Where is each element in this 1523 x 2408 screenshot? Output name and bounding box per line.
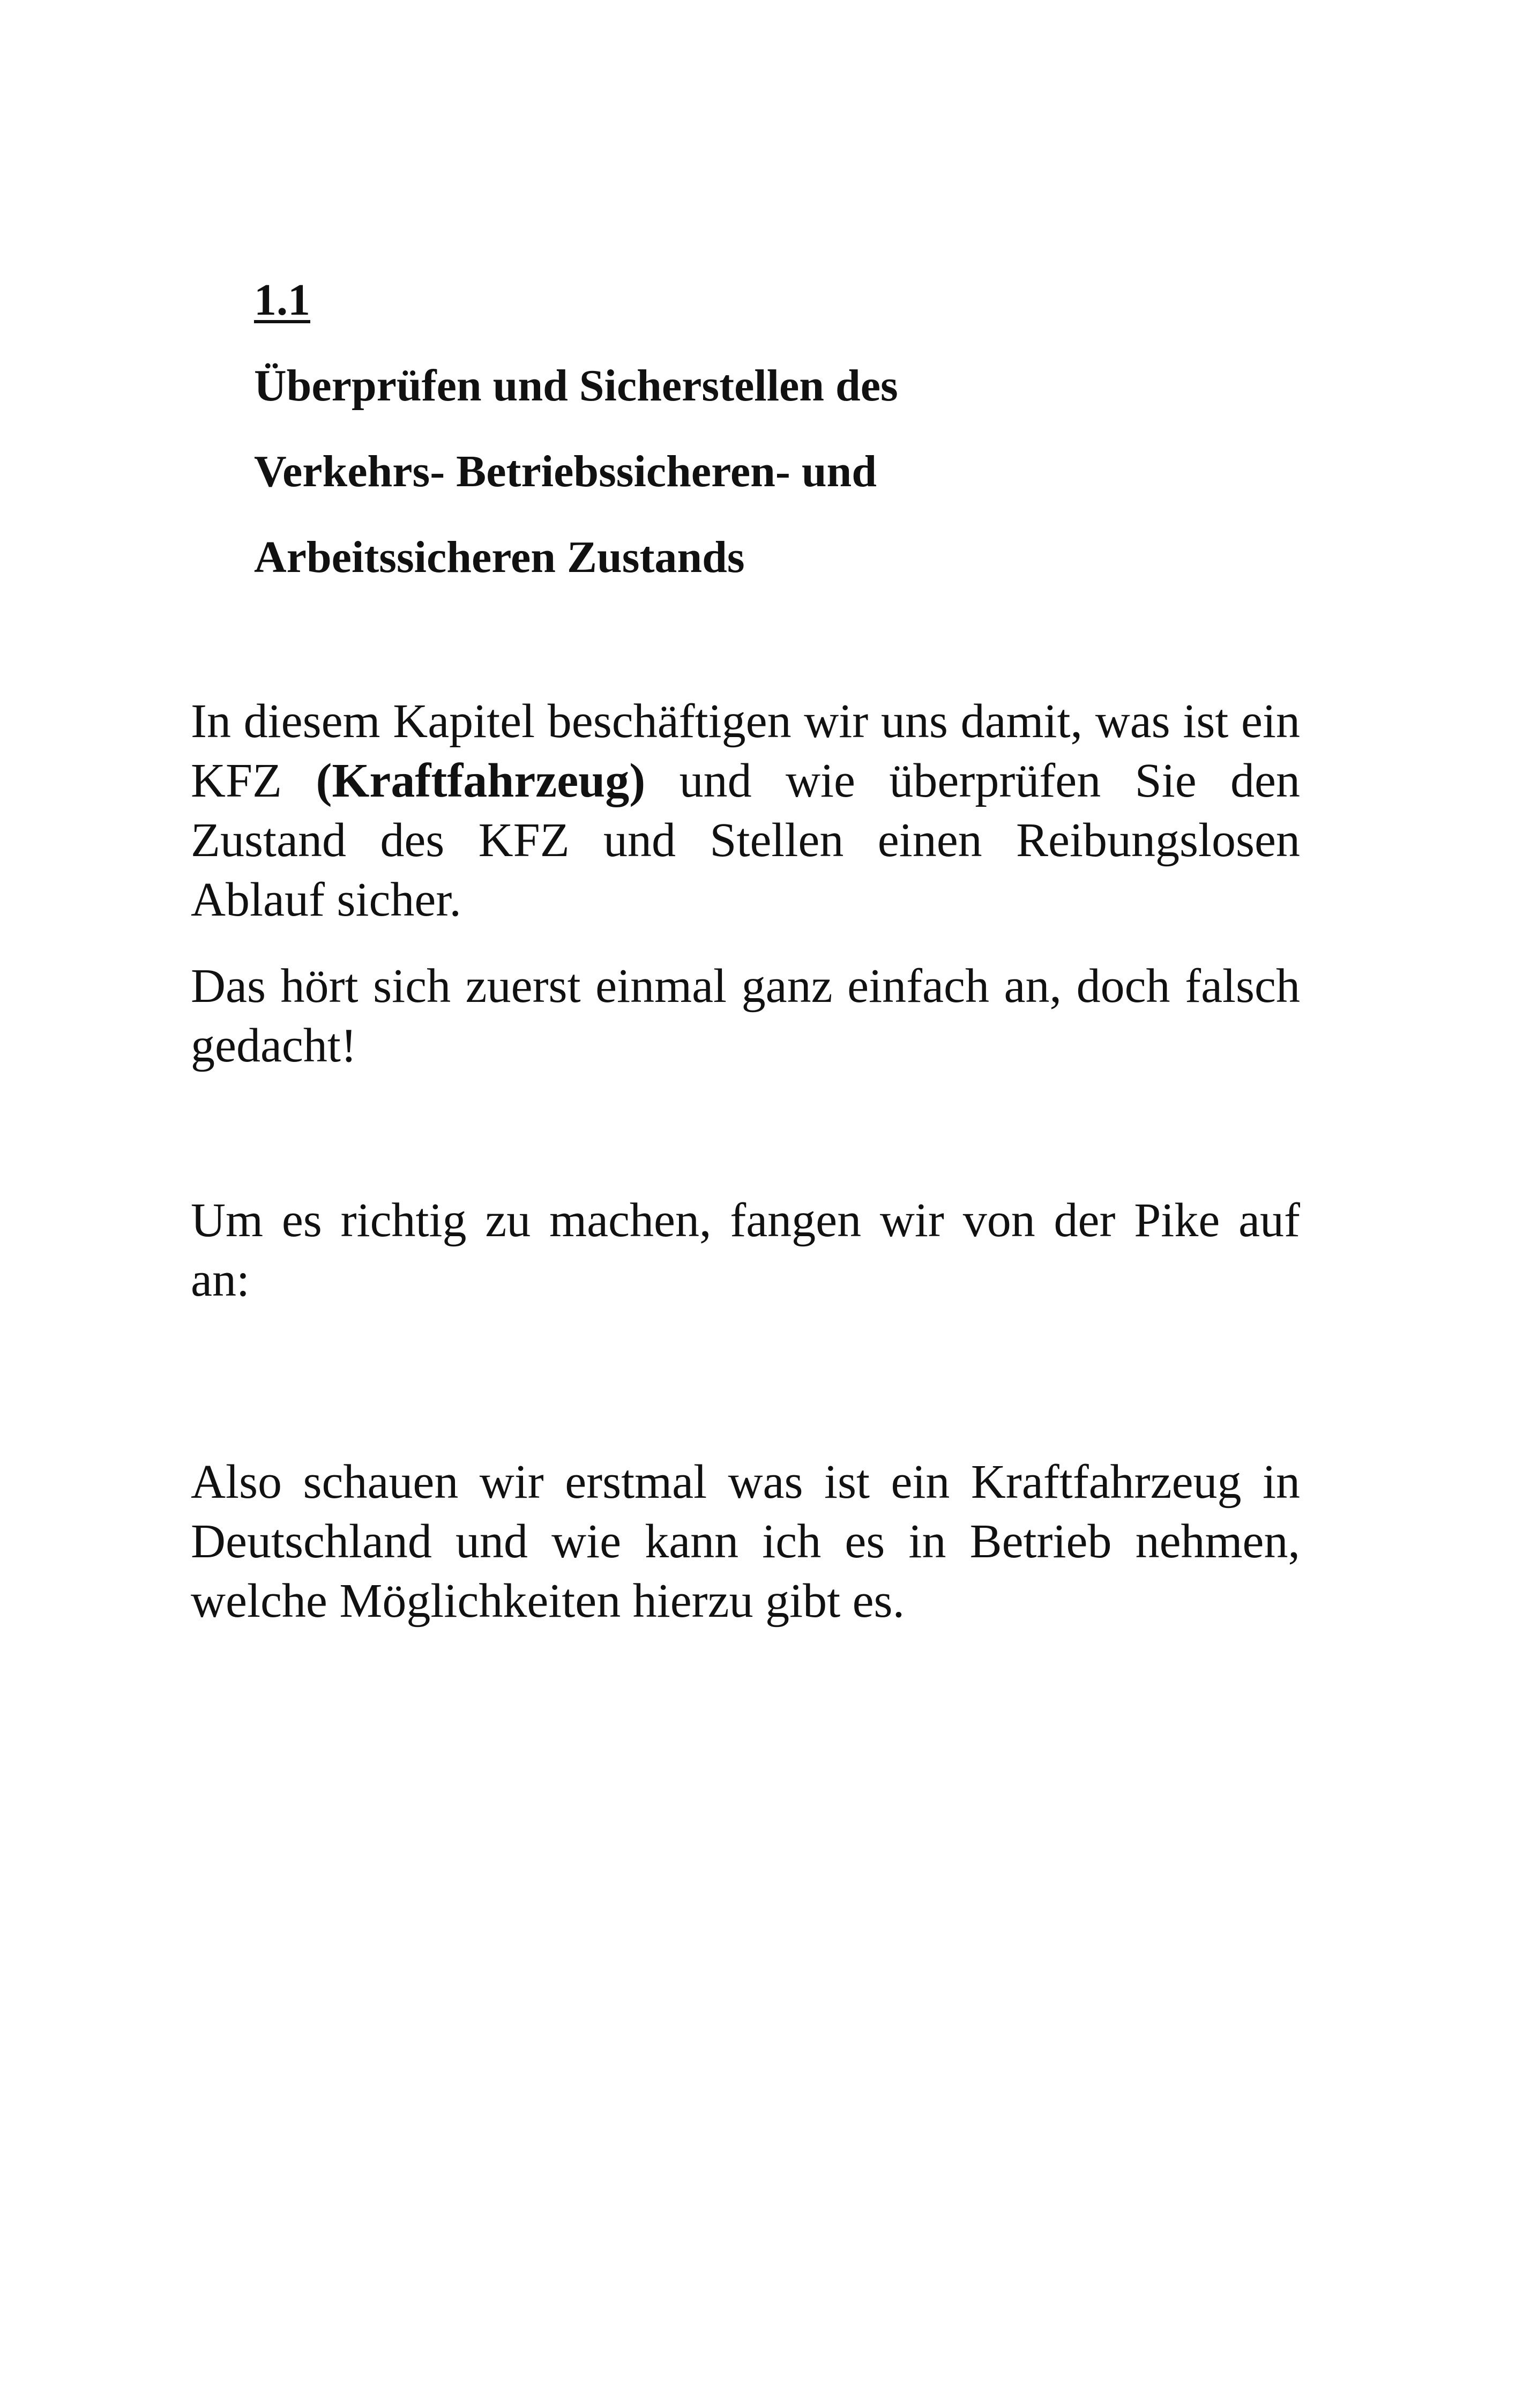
heading-title-line-2: Verkehrs- Betriebssicheren- und xyxy=(254,447,877,496)
body-text xyxy=(191,692,1300,1631)
kfz-term-bold: (Kraftfahrzeug) xyxy=(316,754,646,807)
paragraph-from-scratch: Um es richtig zu machen, fangen wir von der Pike auf an: xyxy=(191,1194,1300,1306)
paragraph-what-is-vehicle: Also schauen wir erstmal was ist ein Kraftfahrzeug in Deutschland und wie kann ich es in Betrieb nehmen, welche Möglichkeiten hierzu gibt es. xyxy=(191,1455,1300,1627)
paragraph-intro-text-start: In diesem Kapitel beschäftigen wir uns damit, was ist ein KFZ xyxy=(191,695,1300,807)
heading-title-line-1: Überprüfen und Sicherstellen des xyxy=(254,361,898,411)
section-number: 1.1 xyxy=(254,275,310,325)
paragraph-intro-text-end: und wie überprüfen Sie den Zustand des KFZ und Stellen einen Reibungslosen Ablauf sicher. xyxy=(191,754,1301,926)
paragraph-intro xyxy=(191,692,1300,930)
paragraph-simple-sounds: Das hört sich zuerst einmal ganz einfach an, doch falsch gedacht! xyxy=(191,960,1300,1072)
heading-title-line-3: Arbeitssicheren Zustands xyxy=(254,532,745,582)
chapter-heading xyxy=(254,257,1326,600)
